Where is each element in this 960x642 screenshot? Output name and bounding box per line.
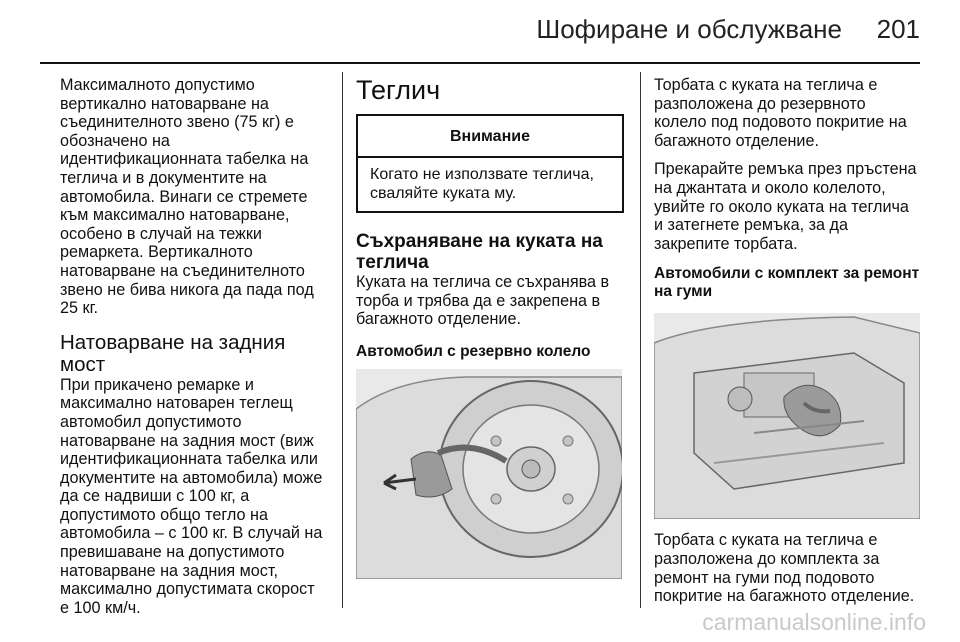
page-number: 201 <box>876 14 920 44</box>
warning-box <box>356 114 624 213</box>
chapter-title: Шофиране и обслужване <box>536 14 842 44</box>
subheading-tyre-repair-kit: Автомобили с комплект за ремонт на гуми <box>654 265 920 301</box>
paragraph-rear-axle: При прикачено ремарке и максимално натоварен теглещ автомобил допустимото натоварване на задния мост (виж идентификационната табелка или документите на автомобила) може да се надвиши с 100 кг, а допустимото общо тегло на автомобила – с 100 кг. В случай на превишаване на допустимото натоварване на задния мост, максимално допустимата скорост е 100 км/ч. <box>60 375 323 617</box>
subheading-spare-wheel: Автомобил с резервно колело <box>356 342 591 360</box>
column-right <box>654 76 922 616</box>
warning-heading: Внимание <box>358 116 622 158</box>
section-title: Теглич <box>356 75 441 105</box>
watermark-text: carmanualsonline.info <box>702 609 926 635</box>
column-divider <box>342 72 343 608</box>
column-middle <box>356 76 624 579</box>
column-divider <box>640 72 641 608</box>
column-left <box>60 76 328 627</box>
paragraph-bag-location: Торбата с куката на теглича е разположена до резервното колело под подовото покритие на багажното отделение. <box>654 76 907 150</box>
heading-rear-axle-load: Натоварване на задния мост <box>60 330 286 376</box>
header-divider <box>40 62 920 64</box>
page-header <box>0 0 960 60</box>
tyre-repair-kit-illustration <box>654 313 920 519</box>
paragraph-vertical-load: Максималното допустимо вертикално натоварване на съединителното звено (75 кг) е обозначено на идентификационната табелка на теглича и в документите на автомобила. Винаги се стремете към максимално натоварване, особено в случай на тежки ремаркета. Вертикалното натоварване на съединителното звено не бива никога да пада под 25 кг. <box>60 76 314 318</box>
warning-text: Когато не използвате теглича, сваляйте куката му. <box>370 166 594 202</box>
heading-storage: Съхраняване на куката на теглича <box>356 231 603 274</box>
paragraph-bag-next-to-kit: Торбата с куката на теглича е разположена до комплекта за ремонт на гуми под подовото покритие на багажното отделение. <box>654 531 915 606</box>
paragraph-strap-instructions: Прекарайте ремъка през пръстена на джантата и около колелото, увийте го около куката на теглича и затегнете ремъка, за да закрепите торбата. <box>654 160 917 253</box>
paragraph-storage: Куката на теглича се съхранява в торба и трябва да е закрепена в багажното отделение. <box>356 273 610 329</box>
spare-wheel-illustration <box>356 369 622 579</box>
